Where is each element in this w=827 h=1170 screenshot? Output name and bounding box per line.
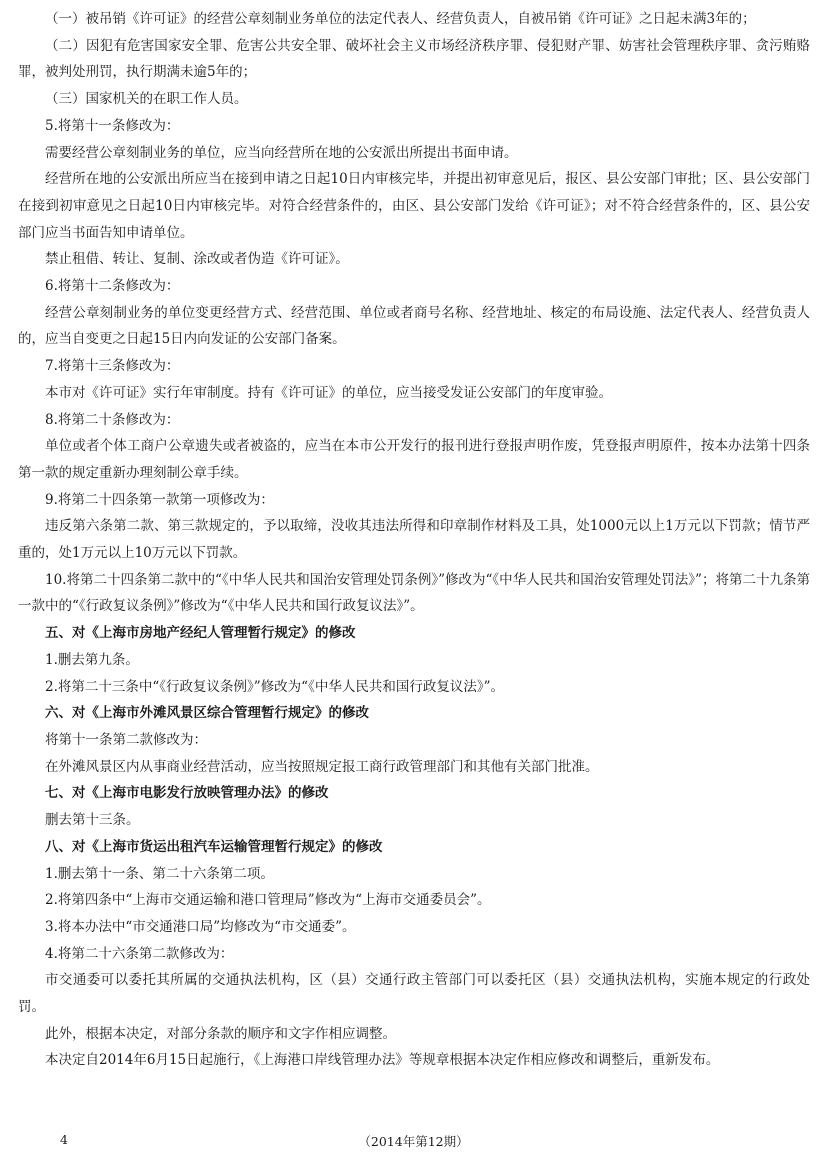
paragraph: 经营公章刻制业务的单位变更经营方式、经营范围、单位或者商号名称、经营地址、核定的布局设施、法定代表人、经营负责人的，应当自变更之日起15日内向发证的公安部门备案。 (18, 304, 810, 348)
paragraph: （一）被吊销《许可证》的经营公章刻制业务单位的法定代表人、经营负责人，自被吊销《许可证》之日起未满3年的； (45, 11, 756, 27)
paragraph: 1.删去第十一条、第二十六条第二项。 (45, 865, 274, 882)
paragraph: 7.将第十三条修改为： (45, 358, 180, 375)
paragraph: 在外滩风景区内从事商业经营活动，应当按照规定报工商行政管理部门和其他有关部门批准。 (45, 758, 599, 775)
paragraph: 6.将第十二条修改为： (45, 278, 180, 295)
paragraph: （三）国家机关的在职工作人员。 (45, 91, 248, 108)
section-heading: 五、对《上海市房地产经纪人管理暂行规定》的修改 (45, 625, 356, 642)
paragraph: 禁止租借、转让、复制、涂改或者伪造《许可证》。 (45, 251, 349, 268)
section-heading: 六、对《上海市外滩风景区综合管理暂行规定》的修改 (45, 705, 369, 722)
paragraph: 本决定自2014年6月15日起施行，《上海港口岸线管理办法》等规章根据本决定作相应修改和调整后，重新发布。 (45, 1052, 720, 1069)
paragraph: 10.将第二十四条第二款中的“《中华人民共和国治安管理处罚条例》”修改为“《中华人民共和国治安管理处罚法》”；将第二十九条第一款中的“《行政复议条例》”修改为“《中华人民共和国行政复议法》”。 (18, 571, 810, 615)
paragraph: 4.将第二十六条第二款修改为： (45, 945, 234, 962)
paragraph: 删去第十三条。 (45, 812, 140, 829)
document-body (18, 6, 810, 1074)
paragraph: 经营所在地的公安派出所应当在接到申请之日起10日内审核完毕，并提出初审意见后，报区、县公安部门审批；区、县公安部门在接到初审意见之日起10日内审核完毕。对符合经营条件的，由区、县公安部门发给《许可证》；对不符合经营条件的，区、县公安部门应当书面告知申请单位。 (18, 171, 810, 241)
page-number: 4 (60, 1132, 68, 1147)
page-footer (0, 1128, 827, 1152)
section-heading: 七、对《上海市电影发行放映管理办法》的修改 (45, 785, 329, 802)
paragraph: 2.将第四条中“上海市交通运输和港口管理局”修改为“上海市交通委员会”。 (45, 892, 491, 909)
paragraph: 5.将第十一条修改为： (45, 117, 180, 134)
paragraph: 单位或者个体工商户公章遗失或者被盗的，应当在本市公开发行的报刊进行登报声明作废，凭登报声明原件，按本办法第十四条第一款的规定重新办理刻制公章手续。 (18, 438, 810, 481)
paragraph: 9.将第二十四条第一款第一项修改为： (45, 491, 274, 508)
paragraph: 违反第六条第二款、第三款规定的，予以取缔，没收其违法所得和印章制作材料及工具，处1000元以上1万元以下罚款；情节严重的，处1万元以上10万元以下罚款。 (18, 518, 810, 562)
paragraph: 本市对《许可证》实行年审制度。持有《许可证》的单位，应当接受发证公安部门的年度审验。 (45, 384, 612, 401)
paragraph: 将第十一条第二款修改为： (45, 731, 207, 748)
paragraph: 2.将第二十三条中“《行政复议条例》”修改为“《中华人民共和国行政复议法》”。 (45, 678, 504, 695)
issue-label: （2014年第12期） (358, 1134, 469, 1149)
paragraph: 8.将第二十条修改为： (45, 411, 180, 428)
paragraph: 1.删去第九条。 (45, 651, 139, 668)
paragraph: 3.将本办法中“市交通港口局”均修改为“市交通委”。 (45, 918, 356, 935)
section-heading: 八、对《上海市货运出租汽车运输管理暂行规定》的修改 (45, 838, 383, 855)
paragraph: 需要经营公章刻制业务的单位，应当向经营所在地的公安派出所提出书面申请。 (45, 144, 518, 161)
paragraph: 市交通委可以委托其所属的交通执法机构，区（县）交通行政主管部门可以委托区（县）交通执法机构，实施本规定的行政处罚。 (18, 972, 810, 1016)
paragraph: 此外，根据本决定，对部分条款的顺序和文字作相应调整。 (45, 1025, 396, 1042)
paragraph: （二）因犯有危害国家安全罪、危害公共安全罪、破坏社会主义市场经济秩序罪、侵犯财产罪、妨害社会管理秩序罪、贪污贿赂罪，被判处刑罚，执行期满未逾5年的； (18, 37, 810, 81)
